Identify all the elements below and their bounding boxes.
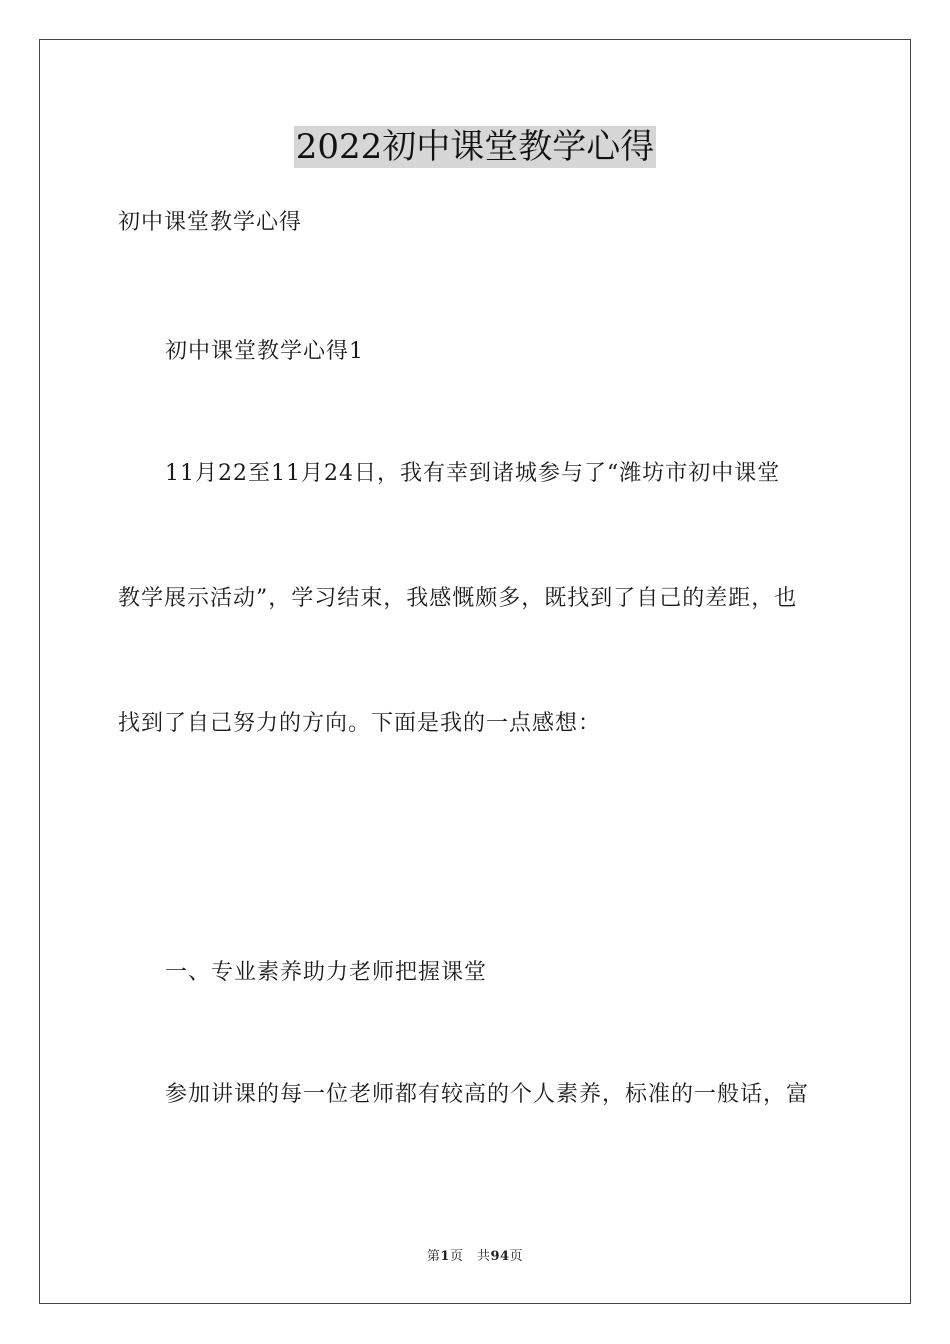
document-subtitle: 初中课堂教学心得	[118, 210, 303, 235]
paragraph-2-line-1: 参加讲课的每一位老师都有较高的个人素养，标准的一般话，富	[165, 1082, 810, 1107]
page-footer	[0, 1245, 950, 1264]
footer-page-suffix: 页	[509, 1249, 524, 1264]
point-1-heading: 一、专业素养助力老师把握课堂	[165, 960, 488, 985]
title-container	[0, 126, 950, 168]
paragraph-1-line-2: 教学展示活动”，学习结束，我感慨颇多，既找到了自己的差距，也	[118, 586, 798, 611]
footer-page-total: 94	[490, 1249, 510, 1264]
paragraph-1-line-3: 找到了自己努力的方向。下面是我的一点感想：	[118, 711, 602, 736]
document-title: 2022初中课堂教学心得	[295, 127, 655, 167]
footer-page-prefix: 第	[426, 1249, 441, 1264]
section-heading: 初中课堂教学心得1	[165, 339, 364, 364]
paragraph-1-line-1: 11月22至11月24日，我有幸到诸城参与了“潍坊市初中课堂	[165, 461, 781, 486]
footer-page-mid: 页 共	[449, 1249, 491, 1264]
footer-page-current: 1	[440, 1249, 450, 1264]
